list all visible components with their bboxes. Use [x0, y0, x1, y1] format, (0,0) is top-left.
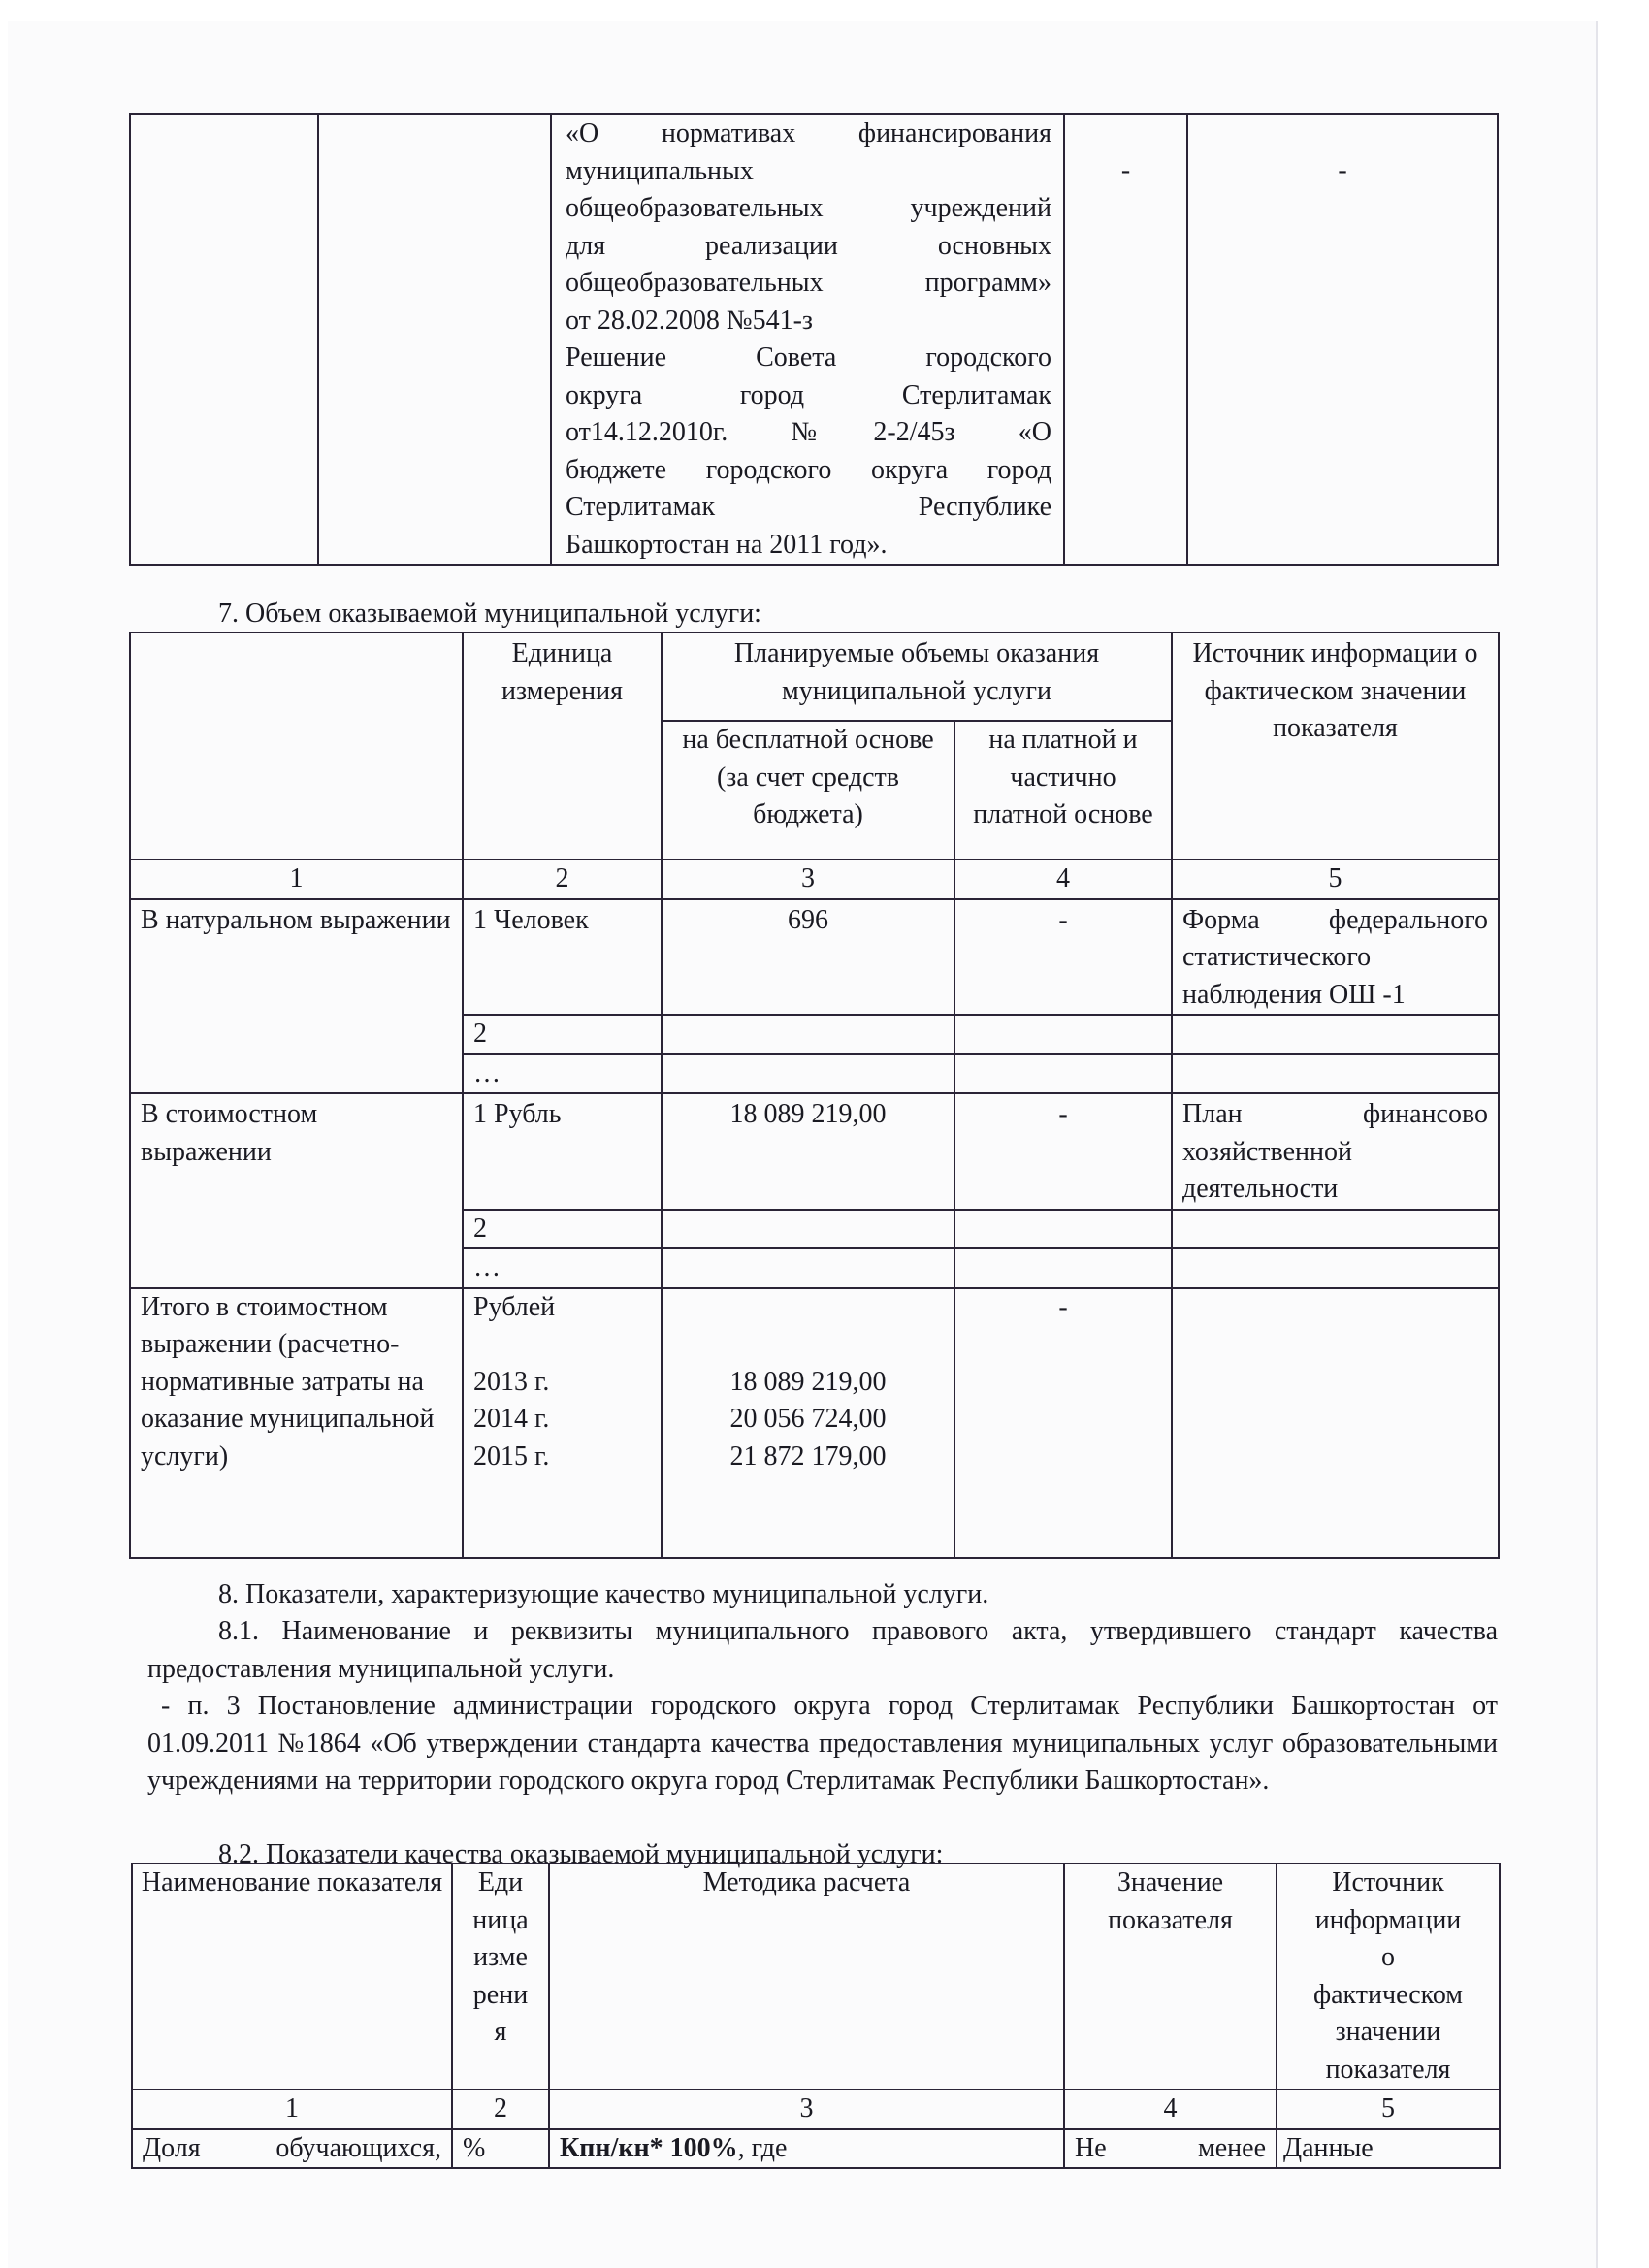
col-number: 5 [1172, 859, 1499, 899]
cell-text: В стоимостном выражении [141, 1099, 318, 1167]
empty-cell [1172, 1210, 1499, 1249]
empty-cell [662, 1248, 954, 1288]
col-number: 2 [463, 859, 662, 899]
empty-cell [954, 1054, 1172, 1094]
dash: - [1120, 155, 1131, 185]
empty-cell [1172, 1288, 1499, 1558]
col-number: 1 [132, 2090, 452, 2129]
header-planned [662, 632, 1172, 721]
sub-row-number: 2 [463, 1210, 662, 1249]
header-text: ница [472, 1904, 529, 1935]
empty-cell [1172, 1054, 1499, 1094]
empty-cell [954, 1015, 1172, 1054]
paragraph-text: - п. 3 Постановление администрации городского округа город Стерлитамак Республики Башкортостан от 01.09.2011 №1864 «Об утверждении стандарта качества предоставления муниципальных услуг образовательными учреждениями на территории городского округа город Стерлитамак Республики Башкортостан». [147, 1691, 1498, 1796]
empty-cell [318, 114, 551, 565]
header-source [1277, 1863, 1500, 2090]
year-value: 21 872 179,00 [729, 1441, 887, 1472]
header-paid [954, 721, 1172, 859]
total-unit [463, 1288, 662, 1558]
service-volume-table [129, 632, 1500, 1559]
text-line: от14.12.2010г. №2-2/45з «О [566, 417, 1051, 447]
empty-cell [1172, 1248, 1499, 1288]
text-line: от 28.02.2008 №541-з [566, 305, 813, 336]
indicator-unit: % [452, 2129, 549, 2169]
dash-cell [1064, 114, 1187, 565]
header-text: Значение показателя [1108, 1867, 1233, 1935]
empty-cell [954, 1248, 1172, 1288]
text-line: «О нормативах финансирования [566, 118, 1051, 148]
legal-acts-cell [551, 114, 1064, 565]
header-value [1064, 1863, 1277, 2090]
row-name [130, 1093, 463, 1288]
text-line: Стерлитамак Республике [566, 492, 1051, 522]
header-text: Единица измерения [501, 638, 624, 706]
col-number: 3 [549, 2090, 1064, 2129]
dash: - [1338, 155, 1347, 185]
table-row [132, 2129, 1500, 2169]
formula-suffix: , где [737, 2132, 788, 2163]
sub-row-number: 2 [463, 1015, 662, 1054]
empty-cell [1172, 1015, 1499, 1054]
row-unit: 1 Человек [463, 899, 662, 1016]
empty-cell [662, 1210, 954, 1249]
section-7-heading: 7. Объем оказываемой муниципальной услуги: [218, 599, 761, 629]
text-line: бюджете городского округа город [566, 454, 1051, 485]
indicator-name: Доля обучающихся, [132, 2129, 452, 2169]
section-8-2-heading: 8.2. Показатели качества оказываемой муниципальной услуги: [218, 1839, 944, 1869]
header-unit [463, 632, 662, 859]
year-value: 18 089 219,00 [729, 1366, 887, 1397]
total-values [662, 1288, 954, 1558]
col-number: 1 [130, 859, 463, 899]
cell-text: В натуральном выражении [141, 904, 451, 935]
sub-row-ellipsis: … [463, 1054, 662, 1094]
total-name [130, 1288, 463, 1558]
row-unit: 1 Рубль [463, 1093, 662, 1210]
header-text: Наименование показателя [141, 1867, 443, 1897]
text-line: общеобразовательных программ» [566, 268, 1051, 298]
total-row [130, 1288, 1499, 1558]
header-text: фактическом [1312, 1979, 1464, 2010]
paragraph-text: 8.1. Наименование и реквизиты муниципального правового акта, утвердившего стандарт качества предоставления муниципальной услуги. [147, 1616, 1498, 1684]
header-text: изме [473, 1942, 528, 1972]
row-source [1172, 899, 1499, 1016]
quality-indicators-table [131, 1863, 1501, 2169]
cell-text: Форма федерального статистического наблюдения ОШ -1 [1182, 904, 1488, 1010]
indicator-value: Не менее [1064, 2129, 1277, 2169]
section-8-1-paragraph [147, 1613, 1498, 1688]
col-number: 5 [1277, 2090, 1500, 2129]
header-text: рени [472, 1979, 529, 2010]
header-text: показателя [1325, 2054, 1451, 2085]
section-8-1-act-paragraph [147, 1688, 1498, 1800]
header-text: на платной и частично платной основе [973, 725, 1153, 829]
section-8-heading: 8. Показатели, характеризующие качество муниципальной услуги. [218, 1579, 989, 1609]
year-label: 2015 г. [473, 1441, 550, 1472]
header-text: значении [1335, 2017, 1441, 2047]
header-text: Источник информации о фактическом значении показателя [1192, 638, 1478, 743]
header-text: на бесплатной основе (за счет средств бюджета) [682, 725, 934, 829]
row-free: 18 089 219,00 [662, 1093, 954, 1210]
empty-cell [662, 1015, 954, 1054]
col-number: 3 [662, 859, 954, 899]
indicator-method [549, 2129, 1064, 2169]
col-number: 4 [1064, 2090, 1277, 2129]
header-name [132, 1863, 452, 2090]
header-text: информации [1314, 1904, 1462, 1935]
header-unit [452, 1863, 549, 2090]
row-paid: - [954, 899, 1172, 1016]
row-source [1172, 1093, 1499, 1210]
text-line: общеобразовательных учреждений [566, 193, 1051, 223]
row-paid: - [954, 1093, 1172, 1210]
text-line: Решение Совета городского [566, 342, 1051, 373]
header-text: о [1381, 1942, 1395, 1972]
table-row [130, 899, 1499, 1016]
header-text: я [494, 2017, 507, 2047]
total-paid: - [954, 1288, 1172, 1558]
cell-text: План финансово хозяйственной деятельности [1182, 1099, 1488, 1204]
header-text: Планируемые объемы оказания муниципальной услуги [733, 638, 1100, 706]
year-label: 2013 г. [473, 1366, 550, 1397]
row-free: 696 [662, 899, 954, 1016]
text-line: муниципальных [566, 155, 754, 186]
header-source [1172, 632, 1499, 859]
cell-text: Итого в стоимостном выражении (расчетно-нормативные затраты на оказание муниципальной услуги) [141, 1291, 435, 1472]
year-value: 20 056 724,00 [729, 1404, 887, 1434]
year-label: 2014 г. [473, 1404, 550, 1434]
empty-cell [954, 1210, 1172, 1249]
text-line: Башкортостан на 2011 год». [566, 529, 888, 560]
header-text: Источник [1332, 1867, 1444, 1897]
unit-label: Рублей [473, 1291, 556, 1322]
table-row [130, 1093, 1499, 1210]
formula: Кпн/кн* 100% [560, 2132, 738, 2163]
col-number: 4 [954, 859, 1172, 899]
text-line: округа город Стерлитамак [566, 379, 1051, 410]
indicator-source: Данные [1277, 2129, 1500, 2169]
dash-cell [1187, 114, 1498, 565]
col-number: 2 [452, 2090, 549, 2129]
row-name [130, 899, 463, 1094]
legal-acts-table [129, 113, 1499, 566]
text-line: для реализации основных [566, 230, 1051, 261]
header-method: Методика расчета [549, 1863, 1064, 2090]
header-free [662, 721, 954, 859]
header-text: Еди [477, 1867, 524, 1897]
empty-cell [662, 1054, 954, 1094]
header-empty [130, 632, 463, 859]
empty-cell [130, 114, 318, 565]
sub-row-ellipsis: … [463, 1248, 662, 1288]
